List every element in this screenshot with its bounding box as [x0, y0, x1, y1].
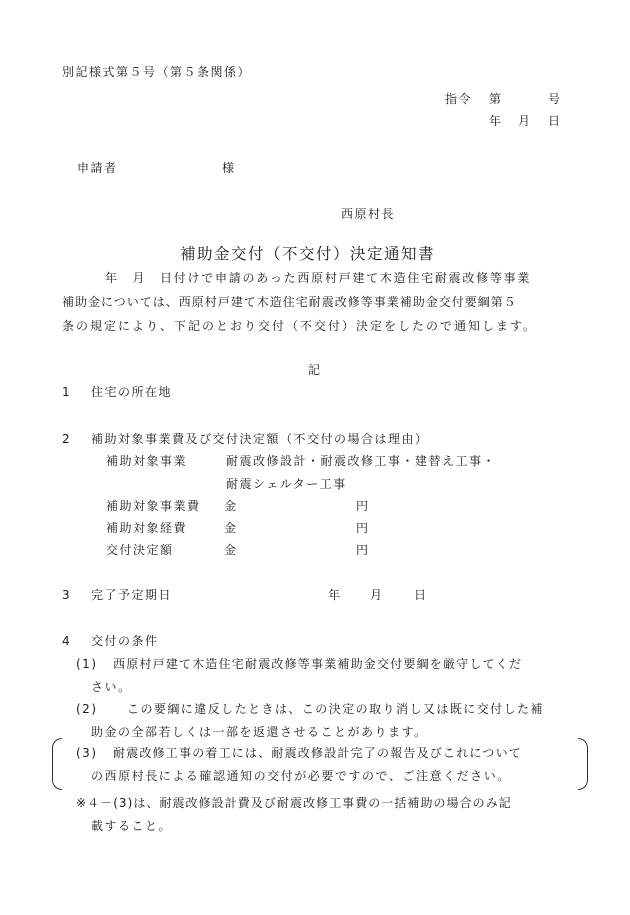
section2-label: 補助対象事業費及び交付決定額（不交付の場合は理由）	[91, 432, 429, 446]
bracket-left	[52, 738, 62, 790]
condition1-num: (1)	[76, 657, 98, 671]
row-expense-en: 円	[356, 521, 370, 535]
section4-label: 交付の条件	[91, 634, 159, 648]
number-go: 号	[548, 92, 562, 106]
condition1-line2: さい。	[91, 680, 132, 694]
ki-heading: 記	[308, 363, 322, 377]
condition3-line2: の西原村長による確認通知の交付が必要ですので、ご注意ください。	[91, 769, 511, 783]
section2-num: 2	[62, 432, 72, 446]
row-decision-en: 円	[356, 543, 370, 557]
section3-month: 月	[370, 588, 384, 602]
applicant-sama: 様	[222, 161, 236, 175]
number-dai: 第	[489, 92, 503, 106]
row-target-value: 耐震改修設計・耐震改修工事・建替え工事・	[226, 454, 497, 468]
form-label: 別記様式第５号（第５条関係）	[62, 65, 252, 79]
date-day: 日	[548, 114, 562, 128]
row-target-value2: 耐震シェルター工事	[226, 477, 347, 491]
condition3-line1: 耐震改修工事の着工には、耐震改修設計完了の報告及びこれについて	[113, 746, 522, 760]
section3-num: 3	[62, 588, 72, 602]
date-year: 年	[489, 114, 503, 128]
condition2-num: (2)	[76, 702, 98, 716]
section3-day: 日	[414, 588, 428, 602]
section3-label: 完了予定期日	[91, 588, 173, 602]
section1-label: 住宅の所在地	[91, 385, 173, 399]
document-title: 補助金交付（不交付）決定通知書	[180, 245, 436, 263]
row-target-label: 補助対象事業	[106, 454, 188, 468]
row-cost-en: 円	[356, 499, 370, 513]
sender: 西原村長	[341, 207, 396, 221]
intro-line-1: 年 月 日付けで申請のあった西原村戸建て木造住宅耐震改修等事業	[105, 271, 532, 285]
condition2-line1: この要綱に違反したときは、この決定の取り消し又は既に交付した補	[127, 702, 544, 716]
section1-num: 1	[62, 385, 72, 399]
bracket-right	[578, 738, 588, 790]
section4-num: 4	[62, 634, 72, 648]
date-month: 月	[518, 114, 532, 128]
condition2-line2: 助金の全部若しくは一部を返還させることがあります。	[91, 725, 428, 739]
row-cost-kin: 金	[224, 499, 238, 513]
row-expense-kin: 金	[224, 521, 238, 535]
condition1-line1: 西原村戸建て木造住宅耐震改修等事業補助金交付要綱を厳守してくだ	[113, 657, 523, 671]
section3-year: 年	[328, 588, 342, 602]
applicant-label: 申請者	[77, 161, 118, 175]
row-expense-label: 補助対象経費	[106, 521, 188, 535]
row-decision-label: 交付決定額	[106, 543, 174, 557]
row-decision-kin: 金	[224, 543, 238, 557]
note-line1: ※４－(3)は、耐震改修設計費及び耐震改修工事費の一括補助の場合のみ記	[76, 796, 512, 810]
intro-line-3: 条の規定により、下記のとおり交付（不交付）決定をしたので通知します。	[62, 319, 538, 333]
note-line2: 載すること。	[91, 819, 173, 833]
row-cost-label: 補助対象事業費	[106, 499, 201, 513]
condition3-num: (3)	[76, 746, 98, 760]
intro-line-2: 補助金については、西原村戸建て木造住宅耐震改修等事業補助金交付要綱第５	[62, 295, 517, 309]
number-prefix: 指令	[445, 92, 473, 106]
